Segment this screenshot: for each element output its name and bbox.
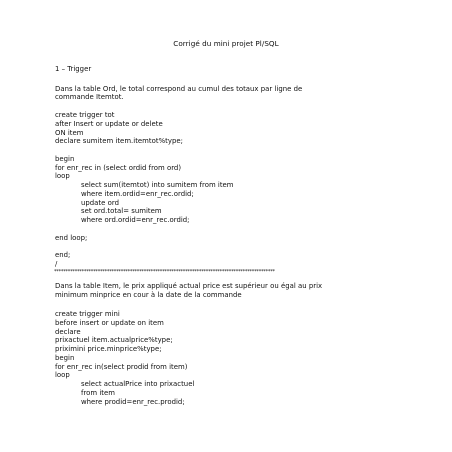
code-line: ON item: [55, 128, 84, 137]
paragraph-line: minimum minprice en cour à la date de la commande: [55, 291, 242, 299]
code-line: select sum(itemtot) into sumitem from item: [81, 181, 234, 189]
code-line: begin: [55, 154, 75, 163]
code-line: create trigger tot: [55, 111, 115, 119]
section-heading: 1 – Trigger: [55, 65, 92, 73]
code-line: loop: [55, 371, 70, 380]
code-line: before insert or update on item: [55, 318, 164, 327]
code-line: select actualPrice into prixactuel: [81, 380, 195, 388]
code-line: where item.ordid=enr_rec.ordid;: [81, 189, 194, 198]
code-line: /: [55, 259, 58, 268]
code-line: for enr_rec in (select ordid from ord): [55, 163, 182, 172]
code-line: end;: [55, 251, 71, 259]
code-line: declare: [55, 327, 81, 336]
code-line: prixactuel item.actualprice%type;: [55, 336, 173, 345]
code-line: end loop;: [55, 233, 88, 242]
separator-line: ************************************************************************************************: [54, 269, 275, 275]
paragraph-line: commande Itemtot.: [55, 93, 124, 101]
code-line: begin: [55, 353, 75, 362]
code-line: declare sumitem item.itemtot%type;: [55, 137, 183, 146]
code-line: after Insert or update or delete: [55, 119, 163, 128]
code-line: update ord: [81, 198, 119, 207]
code-line: from item: [81, 388, 115, 397]
document-title: Corrigé du mini projet Pl/SQL: [173, 39, 279, 48]
code-line: where ord.ordid=enr_rec.ordid;: [81, 216, 190, 224]
code-line: where prodid=enr_rec.prodid;: [81, 397, 185, 406]
paragraph-line: Dans la table Item, le prix appliqué actual price est supérieur ou égal au prix: [55, 282, 323, 290]
paragraph-line: Dans la table Ord, le total correspond au cumul des totaux par ligne de: [55, 85, 303, 93]
code-line: set ord.total= sumitem: [81, 207, 162, 216]
code-line: create trigger mini: [55, 310, 120, 318]
code-line: priximini price.minprice%type;: [55, 345, 162, 353]
code-line: for enr_rec in(select prodid from item): [55, 362, 188, 371]
code-line: loop: [55, 172, 70, 181]
